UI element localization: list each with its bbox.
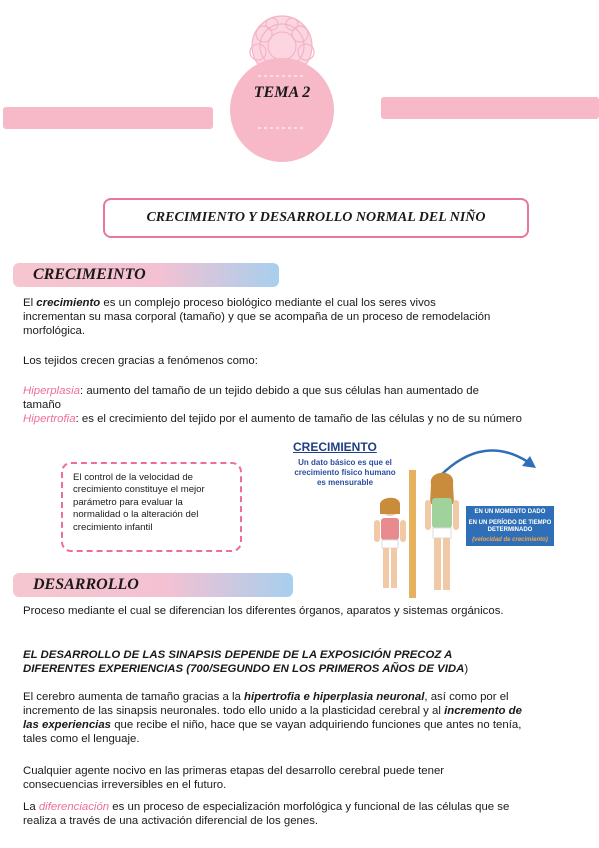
topic-label: TEMA 2: [253, 84, 311, 101]
text-run: El: [23, 297, 37, 309]
paragraph-tejidos: Los tejidos crecen gracias a fenómenos como:: [23, 355, 258, 367]
text-run: ): [464, 663, 469, 675]
text-run: que recibe el niño, hace que se vayan adquiriendo funciones que antes no tenía, tales como el lenguaje.: [23, 719, 522, 745]
text-run: Cualquier agente nocivo en las primeras etapas del desarrollo cerebral puede tener consecuencias irreversibles en el futuro.: [23, 765, 445, 791]
paragraph-crecimiento-definition: [23, 296, 493, 338]
paragraph-sinapsis: [23, 648, 513, 676]
text-run: crecimiento: [36, 297, 101, 309]
header-right-bar: [381, 97, 599, 119]
text-run: , así como por el incremento de las sinapsis neuronales. todo ello unido a la plasticidad cerebral y al: [23, 691, 509, 717]
text-run: Proceso mediante el cual se diferencian los diferentes órganos, aparatos y sistemas orgánicos.: [23, 605, 504, 617]
measurement-line-1: EN UN MOMENTO DADO: [474, 509, 546, 515]
paragraph-desarrollo-definition: [23, 604, 513, 618]
paragraph-hiperplasia: [23, 384, 493, 412]
text-run: hipertrofia e hiperplasia neuronal: [243, 691, 425, 703]
text-run: incremento de las experiencias: [23, 705, 522, 731]
text-run: diferenciación: [38, 801, 110, 813]
page-title: CRECIMIENTO Y DESARROLLO NORMAL DEL NIÑO: [103, 198, 529, 238]
measurement-line-2: EN UN PERÍODO DE TIEMPO DETERMINADO: [468, 519, 552, 533]
text-run: Hiperplasia: [23, 385, 80, 397]
section-heading-desarrollo: DESARROLLO: [13, 573, 293, 597]
section-heading-crecimiento: CRECIMEINTO: [13, 263, 279, 287]
paragraph-cerebro: [23, 690, 533, 746]
header-badge: [228, 12, 336, 188]
text-run: La: [23, 801, 39, 813]
text-run: es un proceso de especialización morfológica y funcional de las células que se realiza a través de una activación diferencial de los genes.: [23, 801, 510, 827]
paragraph-diferenciacion: [23, 800, 533, 828]
text-run: es un complejo proceso biológico mediante el cual los seres vivos incrementan su masa corporal (tamaño) y que se acompaña de un proceso de remodelación morfológica.: [23, 297, 491, 337]
paragraph-agente-nocivo: [23, 764, 513, 792]
figure-subtitle: Un dato básico es que el crecimiento físico humano es mensurable: [294, 458, 396, 487]
text-run: : es el crecimiento del tejido por el aumento de tamaño de las células y no de su número: [75, 413, 522, 425]
header-left-bar: [3, 107, 213, 129]
measurement-box: [466, 506, 554, 546]
text-run: : aumento del tamaño de un tejido debido a que sus células han aumentado de tamaño: [23, 385, 479, 411]
text-run: EL DESARROLLO DE LAS SINAPSIS DEPENDE DE LA EXPOSICIÓN PRECOZ A DIFERENTES EXPERIENCIAS (700/SEGUNDO EN LOS PRIMEROS AÑOS DE VIDA: [23, 649, 465, 675]
growth-control-callout: El control de la velocidad de crecimiento constituye el mejor parámetro para evaluar la normalidad o la alteración del crecimiento infantil: [61, 462, 242, 552]
text-run: Hipertrofia: [23, 413, 76, 425]
text-run: El cerebro aumenta de tamaño gracias a la: [23, 691, 244, 703]
measurement-note: (velocidad de crecimiento): [472, 536, 548, 543]
figure-title: CRECIMIENTO: [293, 440, 377, 454]
paragraph-hipertrofia: [23, 412, 523, 426]
